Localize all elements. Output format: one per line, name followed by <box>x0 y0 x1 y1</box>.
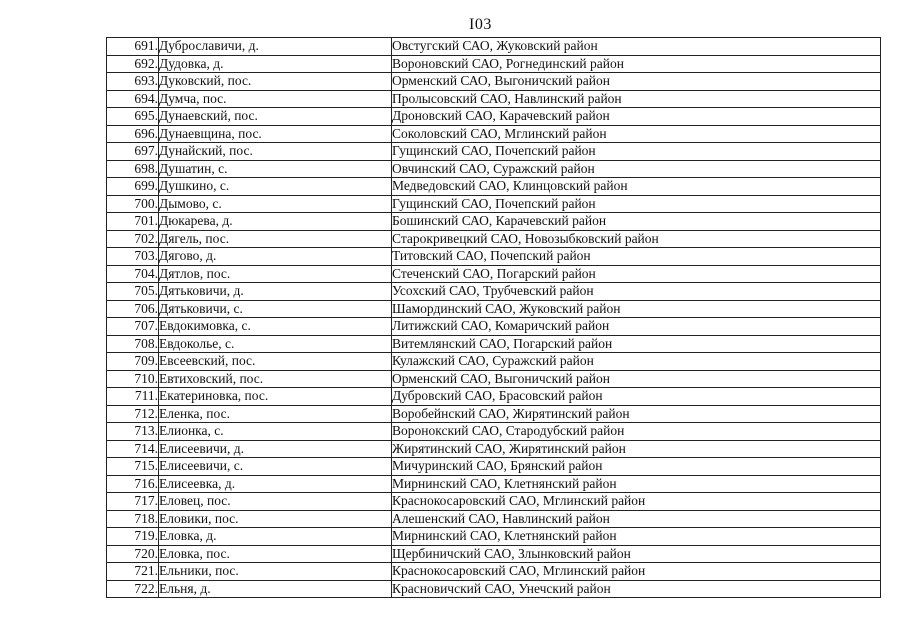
row-number-cell: 702. <box>107 230 159 248</box>
district-cell: Усохский САО, Трубчевский район <box>392 283 881 301</box>
settlement-name-cell: Елисеевичи, с. <box>159 458 392 476</box>
table-row <box>107 143 881 161</box>
row-number-cell: 700. <box>107 195 159 213</box>
table-row <box>107 160 881 178</box>
settlement-name-cell: Евтиховский, пос. <box>159 370 392 388</box>
settlement-name-cell: Душатин, с. <box>159 160 392 178</box>
row-number-cell: 719. <box>107 528 159 546</box>
settlement-name-cell: Евдоколье, с. <box>159 335 392 353</box>
table-row <box>107 563 881 581</box>
row-number-cell: 717. <box>107 493 159 511</box>
row-number-cell: 712. <box>107 405 159 423</box>
settlement-name-cell: Еловец, пос. <box>159 493 392 511</box>
settlement-name-cell: Еленка, пос. <box>159 405 392 423</box>
table-row <box>107 405 881 423</box>
district-cell: Медведовский САО, Клинцовский район <box>392 178 881 196</box>
district-cell: Краснокосаровский САО, Мглинский район <box>392 493 881 511</box>
row-number-cell: 696. <box>107 125 159 143</box>
settlement-name-cell: Дунаевщина, пос. <box>159 125 392 143</box>
district-cell: Старокривецкий САО, Новозыбковский район <box>392 230 881 248</box>
table-row <box>107 370 881 388</box>
table-row <box>107 510 881 528</box>
row-number-cell: 709. <box>107 353 159 371</box>
settlement-name-cell: Ельня, д. <box>159 580 392 598</box>
district-cell: Воронокский САО, Стародубский район <box>392 423 881 441</box>
settlement-name-cell: Еловка, д. <box>159 528 392 546</box>
settlement-name-cell: Елисеевка, д. <box>159 475 392 493</box>
row-number-cell: 704. <box>107 265 159 283</box>
settlement-name-cell: Душкино, с. <box>159 178 392 196</box>
table-row <box>107 388 881 406</box>
settlement-name-cell: Дюкарева, д. <box>159 213 392 231</box>
district-cell: Пролысовский САО, Навлинский район <box>392 90 881 108</box>
row-number-cell: 701. <box>107 213 159 231</box>
district-cell: Витемлянский САО, Погарский район <box>392 335 881 353</box>
table-row <box>107 108 881 126</box>
district-cell: Дроновский САО, Карачевский район <box>392 108 881 126</box>
settlement-name-cell: Дунайский, пос. <box>159 143 392 161</box>
settlement-name-cell: Дятьковичи, с. <box>159 300 392 318</box>
settlements-table <box>106 37 881 598</box>
settlement-name-cell: Дымово, с. <box>159 195 392 213</box>
table-row <box>107 440 881 458</box>
settlement-name-cell: Дягово, д. <box>159 248 392 266</box>
settlement-name-cell: Екатериновка, пос. <box>159 388 392 406</box>
district-cell: Орменский САО, Выгоничский район <box>392 73 881 91</box>
table-row <box>107 38 881 56</box>
table-row <box>107 300 881 318</box>
table-row <box>107 335 881 353</box>
district-cell: Гущинский САО, Почепский район <box>392 143 881 161</box>
district-cell: Овчинский САО, Суражский район <box>392 160 881 178</box>
district-cell: Красновичский САО, Унечский район <box>392 580 881 598</box>
row-number-cell: 721. <box>107 563 159 581</box>
row-number-cell: 695. <box>107 108 159 126</box>
table-row <box>107 423 881 441</box>
district-cell: Орменский САО, Выгоничский район <box>392 370 881 388</box>
district-cell: Вороновский САО, Рогнединский район <box>392 55 881 73</box>
table-row <box>107 125 881 143</box>
district-cell: Овстугский САО, Жуковский район <box>392 38 881 56</box>
row-number-cell: 722. <box>107 580 159 598</box>
settlement-name-cell: Дятьковичи, д. <box>159 283 392 301</box>
row-number-cell: 720. <box>107 545 159 563</box>
row-number-cell: 699. <box>107 178 159 196</box>
table-body <box>107 38 881 598</box>
table-row <box>107 458 881 476</box>
row-number-cell: 714. <box>107 440 159 458</box>
settlement-name-cell: Дуковский, пос. <box>159 73 392 91</box>
settlement-name-cell: Дудовка, д. <box>159 55 392 73</box>
row-number-cell: 718. <box>107 510 159 528</box>
table-row <box>107 195 881 213</box>
settlement-name-cell: Евдокимовка, с. <box>159 318 392 336</box>
row-number-cell: 693. <box>107 73 159 91</box>
district-cell: Щербиничский САО, Злынковский район <box>392 545 881 563</box>
table-row <box>107 213 881 231</box>
row-number-cell: 692. <box>107 55 159 73</box>
district-cell: Соколовский САО, Мглинский район <box>392 125 881 143</box>
table-row <box>107 248 881 266</box>
table-row <box>107 230 881 248</box>
table-row <box>107 283 881 301</box>
row-number-cell: 710. <box>107 370 159 388</box>
row-number-cell: 711. <box>107 388 159 406</box>
district-cell: Стеченский САО, Погарский район <box>392 265 881 283</box>
district-cell: Дубровский САО, Брасовский район <box>392 388 881 406</box>
settlement-name-cell: Дятлов, пос. <box>159 265 392 283</box>
row-number-cell: 691. <box>107 38 159 56</box>
table-row <box>107 178 881 196</box>
settlement-name-cell: Елисеевичи, д. <box>159 440 392 458</box>
row-number-cell: 703. <box>107 248 159 266</box>
table-row <box>107 73 881 91</box>
table-row <box>107 90 881 108</box>
table-row <box>107 580 881 598</box>
table-row <box>107 55 881 73</box>
table-row <box>107 475 881 493</box>
district-cell: Мичуринский САО, Брянский район <box>392 458 881 476</box>
row-number-cell: 713. <box>107 423 159 441</box>
page-number: I03 <box>469 16 492 33</box>
row-number-cell: 697. <box>107 143 159 161</box>
row-number-cell: 698. <box>107 160 159 178</box>
table-row <box>107 528 881 546</box>
district-cell: Мирнинский САО, Клетнянский район <box>392 528 881 546</box>
district-cell: Титовский САО, Почепский район <box>392 248 881 266</box>
district-cell: Бошинский САО, Карачевский район <box>392 213 881 231</box>
settlement-name-cell: Дуброславичи, д. <box>159 38 392 56</box>
district-cell: Алешенский САО, Навлинский район <box>392 510 881 528</box>
settlement-name-cell: Дунаевский, пос. <box>159 108 392 126</box>
settlement-name-cell: Еловка, пос. <box>159 545 392 563</box>
table-row <box>107 545 881 563</box>
district-cell: Краснокосаровский САО, Мглинский район <box>392 563 881 581</box>
settlement-name-cell: Ельники, пос. <box>159 563 392 581</box>
table-row <box>107 318 881 336</box>
table-row <box>107 493 881 511</box>
district-cell: Жирятинский САО, Жирятинский район <box>392 440 881 458</box>
row-number-cell: 708. <box>107 335 159 353</box>
district-cell: Шамординский САО, Жуковский район <box>392 300 881 318</box>
settlement-name-cell: Дягель, пос. <box>159 230 392 248</box>
settlement-name-cell: Елионка, с. <box>159 423 392 441</box>
table-row <box>107 265 881 283</box>
row-number-cell: 705. <box>107 283 159 301</box>
district-cell: Воробейнский САО, Жирятинский район <box>392 405 881 423</box>
settlement-name-cell: Евсеевский, пос. <box>159 353 392 371</box>
district-cell: Литижский САО, Комаричский район <box>392 318 881 336</box>
row-number-cell: 716. <box>107 475 159 493</box>
settlement-name-cell: Еловики, пос. <box>159 510 392 528</box>
settlement-name-cell: Думча, пос. <box>159 90 392 108</box>
district-cell: Мирнинский САО, Клетнянский район <box>392 475 881 493</box>
row-number-cell: 694. <box>107 90 159 108</box>
district-cell: Гущинский САО, Почепский район <box>392 195 881 213</box>
district-cell: Кулажский САО, Суражский район <box>392 353 881 371</box>
table-row <box>107 353 881 371</box>
row-number-cell: 715. <box>107 458 159 476</box>
row-number-cell: 707. <box>107 318 159 336</box>
row-number-cell: 706. <box>107 300 159 318</box>
